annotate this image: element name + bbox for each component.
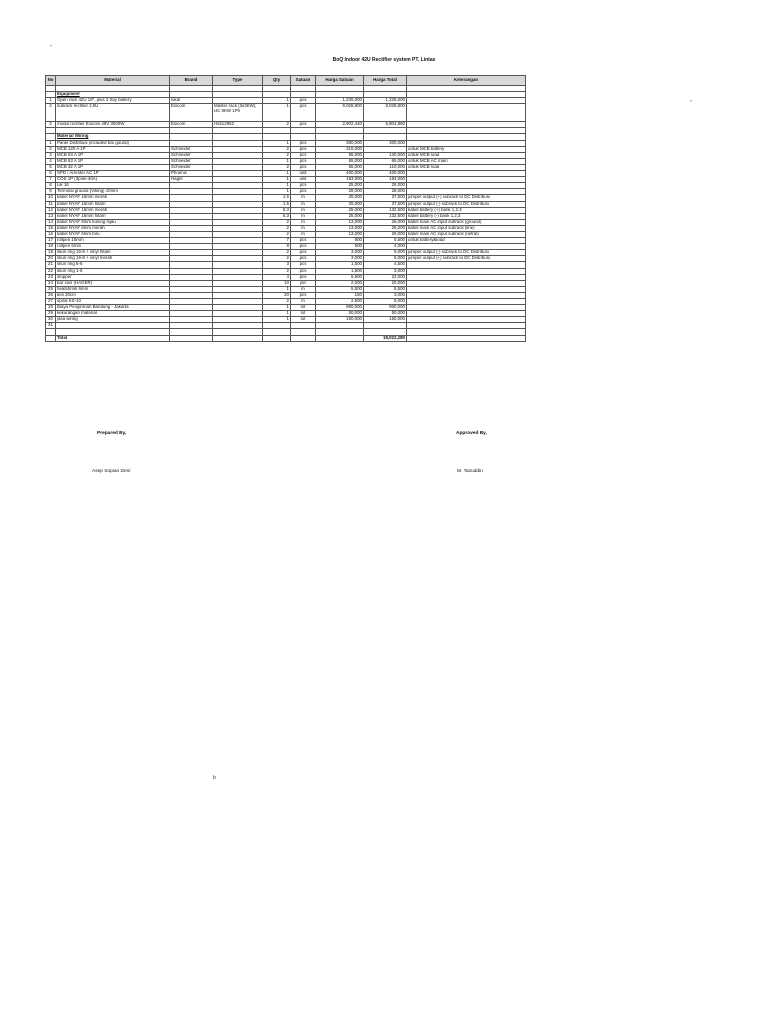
cell-material: Lik 16 (56, 183, 170, 189)
cell-brand (170, 335, 213, 341)
cell-no: 6 (46, 171, 56, 177)
cell-satuan: m (291, 231, 316, 237)
cell-satuan: pcs (291, 146, 316, 152)
cell-no: 30 (46, 317, 56, 323)
cell-keterangan: kabel main AC input subrack (netral) (407, 231, 526, 237)
cell-no: 21 (46, 262, 56, 268)
cell-qty: 10 (263, 280, 291, 286)
cell-qty: 1 (263, 140, 291, 146)
cell-brand: Phoenix (170, 171, 213, 177)
cell-qty: 1 (263, 171, 291, 177)
cell-material: MCB 120 A 1P (56, 146, 170, 152)
cell-qty: 20 (263, 292, 291, 298)
cell-keterangan: jumper output (+) subrack to DC Distribusi (407, 195, 526, 201)
cell-harga-total: 37,500 (364, 195, 407, 201)
cell-keterangan: jumper output (+) subrack to DC Distribusi (407, 256, 526, 262)
cell-material: Material Wiring (56, 134, 170, 140)
cell-satuan: pcs (291, 152, 316, 158)
cell-qty: 1.5 (263, 201, 291, 207)
cell-material: spiral KS-10 (56, 299, 170, 305)
cell-satuan: pcs (291, 268, 316, 274)
cell-harga-satuan: 150,000 (316, 317, 364, 323)
cell-material: SPD / Arrester AC 1P (56, 171, 170, 177)
cell-material: MCB 63 A 1P (56, 152, 170, 158)
cell-material: MCB 63 A 1P (56, 158, 170, 164)
cell-satuan: m (291, 219, 316, 225)
cell-harga-satuan: 25,000 (316, 195, 364, 201)
cell-no: 3 (46, 122, 56, 128)
cell-keterangan: kabel battery (-) bank 1,2,3 (407, 213, 526, 219)
cell-no: 13 (46, 213, 56, 219)
cell-harga-satuan: 3,000 (316, 256, 364, 262)
cell-keterangan: untuk MCB load (407, 152, 526, 158)
cell-harga-satuan: 25,000 (316, 183, 364, 189)
cell-brand: Schneider (170, 164, 213, 170)
cell-qty: 1.5 (263, 195, 291, 201)
cell-keterangan: kabel main AC input subrack (line) (407, 225, 526, 231)
cell-no: 18 (46, 244, 56, 250)
col-header-satuan: Satuan (291, 76, 316, 86)
cell-harga-total: 4,500 (364, 262, 407, 268)
cell-qty: 2 (263, 219, 291, 225)
cell-material: kabel NYAF 6mm biru (56, 231, 170, 237)
cell-no: 7 (46, 177, 56, 183)
cell-qty (263, 335, 291, 341)
cell-qty: 1 (263, 311, 291, 317)
cell-no: 10 (46, 195, 56, 201)
cell-harga-total: 5,500 (364, 286, 407, 292)
cell-no: 28 (46, 305, 56, 311)
cell-harga-total: 4,000 (364, 244, 407, 250)
cell-harga-satuan: 55,000 (316, 164, 364, 170)
cell-harga-satuan: 1,235,000 (316, 98, 364, 104)
total-row (46, 335, 526, 341)
cell-harga-total: 50,000 (364, 311, 407, 317)
col-header-keterangan: Keterangan (407, 76, 526, 86)
col-header-material: Material (56, 76, 170, 86)
cell-brand: Hager (170, 177, 213, 183)
prepared-by-name: Asep Sopian Deni (92, 469, 131, 474)
stray-mark-bottom: b (213, 775, 216, 781)
cell-material: bar sisir (HAGER) (56, 280, 170, 286)
cell-material: Terminal ground (Viking) 10mm (56, 189, 170, 195)
cell-brand: Exicom (170, 122, 213, 128)
cell-harga-satuan: 500 (316, 244, 364, 250)
cell-harga-total: 28,000 (364, 189, 407, 195)
cell-no: 1 (46, 140, 56, 146)
cell-material: kabel NYAF 16mm hitam (56, 201, 170, 207)
cell-harga-satuan: 28,000 (316, 189, 364, 195)
table-row (46, 104, 526, 122)
cell-brand: Schneider (170, 152, 213, 158)
cell-no: 25 (46, 286, 56, 292)
cell-satuan: pcs (291, 262, 316, 268)
cell-harga-satuan: 13,000 (316, 231, 364, 237)
cell-no: 20 (46, 256, 56, 262)
cell-no: 4 (46, 158, 56, 164)
cell-harga-total: 900,000 (364, 305, 407, 311)
cell-satuan: m (291, 286, 316, 292)
cell-satuan: m (291, 299, 316, 305)
cell-keterangan (407, 335, 526, 341)
cell-satuan: pcs (291, 256, 316, 262)
cell-material: ties 20cm (56, 292, 170, 298)
cell-qty: 2 (263, 250, 291, 256)
cell-material: kekurangan material (56, 311, 170, 317)
cell-satuan: pcs (291, 274, 316, 280)
cell-harga-satuan: 25,000 (316, 207, 364, 213)
cell-harga-satuan (316, 335, 364, 341)
col-header-harga-total: Harga Total (364, 76, 407, 86)
cell-harga-total: 26,000 (364, 225, 407, 231)
cell-satuan: lot (291, 311, 316, 317)
cell-harga-satuan: 5,500 (316, 274, 364, 280)
cell-qty: 1 (263, 189, 291, 195)
approved-by-label: Approved By, (456, 431, 487, 436)
cell-keterangan: untuk battery&load (407, 238, 526, 244)
cell-harga-total: 5,600 (364, 238, 407, 244)
cell-brand: Schneider (170, 146, 213, 152)
cell-qty: 2 (263, 146, 291, 152)
cell-satuan (291, 335, 316, 341)
cell-qty: 2 (263, 225, 291, 231)
col-header-brand: Brand (170, 76, 213, 86)
cell-qty: 1 (263, 183, 291, 189)
cell-qty: 1 (263, 317, 291, 323)
cell-no: 9 (46, 189, 56, 195)
approved-by-name: M. Tazuddin (457, 469, 483, 474)
cell-harga-satuan: 800 (316, 238, 364, 244)
cell-harga-total: 26,000 (364, 219, 407, 225)
cell-no: 1 (46, 98, 56, 104)
cell-harga-satuan: 25,000 (316, 201, 364, 207)
cell-harga-satuan: 150 (316, 292, 364, 298)
cell-material: kabel NYAF 6mm merah (56, 225, 170, 231)
cell-harga-satuan: 65,000 (316, 158, 364, 164)
cell-harga-total: 110,000 (364, 164, 407, 170)
cell-material: skun ring 6-6 (56, 262, 170, 268)
cell-satuan: pcs (291, 250, 316, 256)
cell-harga-total: 5,000 (364, 299, 407, 305)
cell-material: stopper (56, 274, 170, 280)
boq-table-body (46, 86, 526, 342)
cell-material: rollpen 6mm (56, 244, 170, 250)
cell-qty: 2 (263, 152, 291, 158)
cell-satuan: pcs (291, 183, 316, 189)
cell-satuan: unit (291, 171, 316, 177)
cell-harga-satuan: 2,000 (316, 280, 364, 286)
cell-qty: 2 (263, 299, 291, 305)
cell-type: Master rack (3x3KW), UC 9KW 1Ph (213, 104, 263, 122)
cell-harga-total: 130,000 (364, 152, 407, 158)
cell-harga-satuan: 400,000 (316, 171, 364, 177)
cell-satuan: pcs (291, 122, 316, 128)
cell-no: 14 (46, 219, 56, 225)
cell-qty: 5.3 (263, 213, 291, 219)
cell-harga-total: 150,000 (364, 317, 407, 323)
cell-keterangan: kabel battery (+) bank 1,2,3 (407, 207, 526, 213)
cell-keterangan: untuk MCB AC main (407, 158, 526, 164)
cell-satuan: m (291, 225, 316, 231)
cell-material: subrack rectifier 2,5U (56, 104, 170, 122)
cell-no: 29 (46, 311, 56, 317)
cell-harga-satuan: 65,000 (316, 152, 364, 158)
cell-material: MCB 32 A 1P (56, 164, 170, 170)
cell-harga-total: 193,000 (364, 177, 407, 183)
cell-no: 5 (46, 164, 56, 170)
cell-satuan: pcs (291, 98, 316, 104)
cell-type (213, 335, 263, 341)
cell-qty: 1 (263, 177, 291, 183)
cell-harga-satuan: 2,500 (316, 299, 364, 305)
cell-brand: Exicom (170, 104, 213, 122)
cell-harga-total: 65,000 (364, 158, 407, 164)
col-header-qty: Qty (263, 76, 291, 86)
stray-mark-right: " (690, 100, 692, 106)
cell-keterangan: jumper output (-) subrack to DC Distribusi (407, 201, 526, 207)
cell-satuan: pcs (291, 104, 316, 122)
cell-no: 31 (46, 323, 56, 329)
cell-satuan: pcs (291, 292, 316, 298)
boq-table (45, 75, 526, 342)
cell-harga-satuan: 193,000 (316, 177, 364, 183)
cell-satuan: pcs (291, 238, 316, 244)
cell-brand: lokal (170, 98, 213, 104)
cell-harga-total: 400,000 (364, 171, 407, 177)
cell-material: kabel NYAF 16mm hitam (56, 213, 170, 219)
cell-no: 27 (46, 299, 56, 305)
cell-material: COS 1P (3pole-40A) (56, 177, 170, 183)
cell-satuan: lot (291, 305, 316, 311)
cell-keterangan: jumper output (-) subrack to DC Distribusi (407, 250, 526, 256)
cell-harga-total: 37,500 (364, 201, 407, 207)
cell-material: Equipment (56, 92, 170, 98)
cell-harga-satuan: 300,000 (316, 140, 364, 146)
cell-no (46, 335, 56, 341)
cell-harga-satuan: 1,500 (316, 262, 364, 268)
col-header-type: Type (213, 76, 263, 86)
cell-qty: 5.3 (263, 207, 291, 213)
cell-material: kabel NYAF 16mm merah (56, 207, 170, 213)
cell-harga-total: 6,000 (364, 250, 407, 256)
cell-qty: 8 (263, 244, 291, 250)
cell-type: Hx512862 (213, 122, 263, 128)
cell-material: Biaya Pengiriman Bandung - Jakarta (56, 305, 170, 311)
cell-harga-satuan: 13,000 (316, 219, 364, 225)
cell-keterangan: kabel main AC input subrack (ground) (407, 219, 526, 225)
cell-brand: Schneider (170, 158, 213, 164)
cell-qty: 3 (263, 262, 291, 268)
cell-harga-satuan: 5,500 (316, 286, 364, 292)
cell-satuan: m (291, 201, 316, 207)
cell-harga-total: 132,500 (364, 213, 407, 219)
cell-harga-satuan: 3,000 (316, 250, 364, 256)
cell-satuan: unit (291, 177, 316, 183)
cell-no: 8 (46, 183, 56, 189)
cell-no: 17 (46, 238, 56, 244)
cell-satuan: pin (291, 280, 316, 286)
cell-no: 3 (46, 152, 56, 158)
cell-no: 24 (46, 280, 56, 286)
cell-keterangan: untuk MCB load (407, 164, 526, 170)
cell-harga-total: 6,000 (364, 256, 407, 262)
cell-harga-total: 3,000 (364, 292, 407, 298)
cell-harga-satuan: 9,028,800 (316, 104, 364, 122)
cell-harga-total: 9,028,800 (364, 104, 407, 122)
cell-harga-total: 3,000 (364, 268, 407, 274)
cell-harga-satuan: 1,500 (316, 268, 364, 274)
cell-satuan: m (291, 195, 316, 201)
cell-satuan: pcs (291, 244, 316, 250)
cell-no: 2 (46, 146, 56, 152)
cell-keterangan (407, 104, 526, 122)
cell-harga-total: 5,804,880 (364, 122, 407, 128)
cell-material: Open rack 42U 19", plus 3 tray battery (56, 98, 170, 104)
cell-no: 12 (46, 207, 56, 213)
cell-harga-satuan: 25,000 (316, 213, 364, 219)
col-header-harga-satuan: Harga Satuan (316, 76, 364, 86)
cell-material: Total (56, 335, 170, 341)
cell-no: 19 (46, 250, 56, 256)
cell-satuan: m (291, 207, 316, 213)
cell-qty: 2 (263, 268, 291, 274)
cell-satuan: pcs (291, 164, 316, 170)
cell-material: jasa wiring (56, 317, 170, 323)
cell-no: 16 (46, 231, 56, 237)
cell-harga-total: 26,000 (364, 231, 407, 237)
cell-no: 22 (46, 268, 56, 274)
cell-no: 23 (46, 274, 56, 280)
cell-harga-total: 300,000 (364, 140, 407, 146)
cell-harga-satuan: 315,000 (316, 146, 364, 152)
cell-satuan: pcs (291, 158, 316, 164)
cell-material: kabel NYAF 6mm kuning hijau (56, 219, 170, 225)
cell-no: 11 (46, 201, 56, 207)
cell-harga-total: 1,235,000 (364, 98, 407, 104)
cell-harga-total: 25,000 (364, 183, 407, 189)
cell-harga-total: 132,500 (364, 207, 407, 213)
cell-qty: 2 (263, 231, 291, 237)
cell-harga-total: 22,000 (364, 274, 407, 280)
cell-qty: 7 (263, 238, 291, 244)
cell-satuan: m (291, 213, 316, 219)
cell-material: heatshrink 6mm (56, 286, 170, 292)
cell-satuan: pcs (291, 189, 316, 195)
cell-no: 15 (46, 225, 56, 231)
stray-mark-top-left: " (50, 45, 52, 51)
cell-material: kabel NYAF 16mm merah (56, 195, 170, 201)
cell-keterangan: untuk MCB battery (407, 146, 526, 152)
cell-no: 26 (46, 292, 56, 298)
prepared-by-label: Prepared By, (97, 431, 127, 436)
cell-material: skun ring 16-8 + vinyl hitam (56, 250, 170, 256)
cell-harga-satuan: 13,000 (316, 225, 364, 231)
cell-qty: 2 (263, 164, 291, 170)
cell-satuan: pcs (291, 140, 316, 146)
cell-harga-satuan: 50,000 (316, 311, 364, 317)
cell-no: 2 (46, 104, 56, 122)
cell-qty: 1 (263, 286, 291, 292)
cell-satuan: lot (291, 317, 316, 323)
cell-qty: 2 (263, 256, 291, 262)
cell-harga-total: 20,000 (364, 280, 407, 286)
cell-qty: 1 (263, 158, 291, 164)
cell-qty: 1 (263, 305, 291, 311)
col-header-no: No (46, 76, 56, 86)
cell-qty: 2 (263, 122, 291, 128)
cell-material: skun ring 16-8 + vinyl merah (56, 256, 170, 262)
cell-material: modul rectifier Exicom 48V 3000W (56, 122, 170, 128)
cell-material: Panel Distribusi (included bar gound) (56, 140, 170, 146)
cell-material: skun ring 1-6 (56, 268, 170, 274)
cell-harga-satuan: 2,902,440 (316, 122, 364, 128)
cell-qty: 1 (263, 98, 291, 104)
cell-qty: 1 (263, 104, 291, 122)
cell-harga-satuan: 900,000 (316, 305, 364, 311)
table-header-row (46, 76, 526, 86)
cell-material: rollpen 16mm (56, 238, 170, 244)
document-title: BoQ Indoor 42U Rectifier system PT. Lintas (332, 57, 436, 63)
cell-harga-total: 18,022,280 (364, 335, 407, 341)
cell-qty: 4 (263, 274, 291, 280)
